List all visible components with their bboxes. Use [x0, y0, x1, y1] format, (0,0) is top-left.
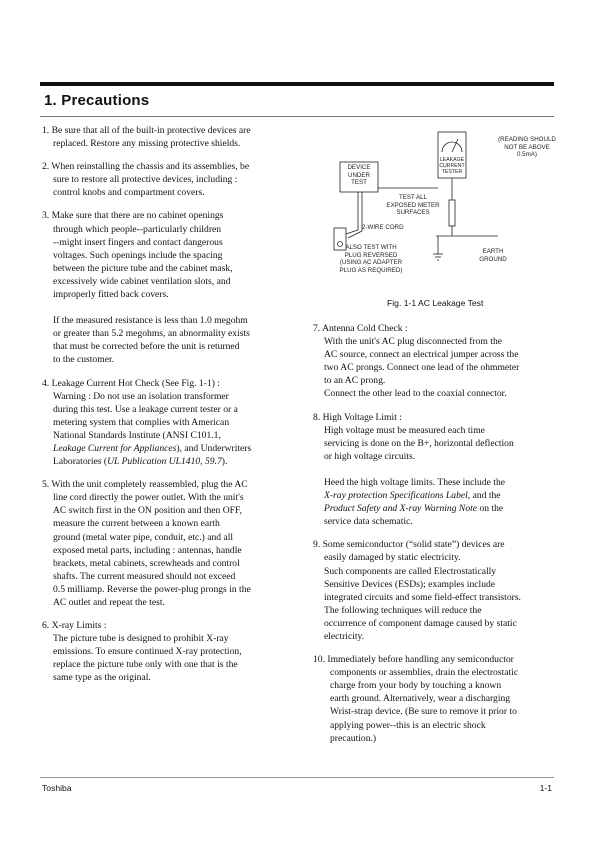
device-under-test-label [340, 164, 378, 187]
italic-text: X-ray protection Specifications Label [324, 490, 468, 502]
text-line: earth ground. Alternatively, wear a discharging [330, 693, 511, 705]
paragraph-gap [313, 463, 555, 476]
top-rule [40, 82, 554, 86]
text-line: ground (metal water pipe, conduit, etc.) and all [53, 531, 234, 543]
text-line: AC outlet and repeat the test. [53, 597, 165, 608]
text-line [42, 442, 294, 455]
text-line: emissions. To ensure continued X-ray protection, [53, 646, 242, 658]
text-line: replace the picture tube only with one that is the [53, 659, 238, 671]
text-line: applying power--this is an electric shock [330, 719, 486, 731]
text-line: electricity. [324, 630, 365, 642]
precaution-item-3 [42, 209, 294, 366]
text-line: 9. Some semiconductor (“solid state”) devices are [313, 539, 505, 551]
text-line: measure the current between a known earth [53, 518, 220, 530]
label-line: PLUG AS REQUIRED) [339, 266, 403, 274]
text-line: replaced. Restore any missing protective shields. [53, 138, 241, 150]
label-line: TEST ALL [398, 194, 428, 201]
label-line: (READING SHOULD [498, 136, 556, 143]
text-line: sure to restore all protective devices, including : [53, 174, 238, 186]
precaution-item-6 [42, 619, 294, 684]
label-line: PLUG REVERSED [344, 251, 398, 259]
italic-text: UL Publication UL1410, 59.7 [107, 456, 222, 468]
text-line: components or assemblies, drain the electrostatic [330, 667, 519, 679]
label-line: TEST [351, 179, 367, 187]
text-fragment: on the [477, 503, 504, 515]
ac-leakage-test-figure [318, 130, 558, 290]
text-line: 0.5 milliamp. Reverse the power-plug prongs in the [53, 583, 251, 595]
text-line: 10. Immediately before handling any semiconductor [313, 654, 514, 666]
text-line: 6. X-ray Limits : [42, 620, 107, 632]
precaution-item-7 [313, 322, 555, 401]
text-fragment: , and the [467, 490, 501, 502]
text-line: 4. Leakage Current Hot Check (See Fig. 1-1) : [42, 377, 220, 389]
footer-brand: Toshiba [42, 783, 72, 793]
paragraph-gap [42, 301, 294, 314]
text-line: servicing is done on the B+, horizontal deflection [324, 437, 514, 449]
text-line: 5. With the unit completely reassembled, plug the AC [42, 479, 248, 491]
italic-text: Product Safety and X-ray Warning Note [324, 503, 478, 515]
text-line: that must be corrected before the unit is returned [53, 341, 240, 353]
probe-resistor [449, 200, 455, 226]
text-line: voltages. Such openings include the spacing [53, 249, 223, 261]
text-line: The following techniques will reduce the [324, 604, 482, 616]
text-fragment: Laboratories ( [53, 456, 108, 468]
label-line: EARTH [482, 248, 504, 255]
leakage-current-tester-label [438, 157, 466, 175]
meter-needle [452, 139, 458, 152]
precaution-item-10 [313, 653, 555, 745]
text-line: easily damaged by static electricity. [324, 552, 461, 564]
text-line: between the picture tube and the cabinet mask, [53, 262, 233, 274]
label-line: GROUND [479, 255, 507, 263]
text-line: to the customer. [53, 354, 115, 366]
label-line: CURRENT [439, 163, 465, 169]
text-line: With the unit's AC plug disconnected from the [324, 336, 502, 348]
text-line: during this test. Use a leakage current tester or a [53, 403, 238, 415]
figure-caption: Fig. 1-1 AC Leakage Test [387, 298, 484, 308]
text-line [42, 455, 294, 468]
label-line: 0.5mA) [517, 151, 537, 159]
text-line: Wrist-strap device. (Be sure to remove it prior to [330, 706, 517, 718]
text-line: exposed metal parts, including : antennas, handle [53, 544, 242, 556]
text-fragment: ). [221, 456, 228, 468]
two-wire-cord [346, 192, 358, 234]
text-line: 2. When reinstalling the chassis and its assemblies, be [42, 161, 250, 173]
text-line [313, 502, 555, 515]
text-line: line cord directly the power outlet. With the unit's [53, 492, 244, 504]
text-line: National Standards Institute (ANSI C101.1, [53, 429, 221, 441]
label-line: LEAKAGE [439, 157, 465, 163]
text-line: AC source, connect an electrical jumper across the [324, 349, 519, 361]
precaution-item-2 [42, 160, 294, 199]
test-all-label [378, 194, 448, 217]
text-line: metering system that complies with American [53, 416, 230, 428]
label-line: UNDER [347, 171, 370, 179]
text-line: If the measured resistance is less than 1.0 megohm [53, 315, 248, 327]
label-line: NOT BE ABOVE [504, 143, 550, 151]
text-line: 1. Be sure that all of the built-in protective devices are [42, 125, 251, 136]
two-wire-cord-label: 2-WIRE CORD [362, 224, 404, 231]
right-column [313, 322, 555, 755]
text-line: Heed the high voltage limits. These include the [324, 476, 505, 488]
title-underline [40, 116, 554, 117]
label-line: EXPOSED METER [386, 201, 440, 209]
italic-text: Leakage Current for Appliances [53, 442, 177, 454]
text-line: to an AC prong. [324, 375, 386, 387]
also-test-label [336, 244, 406, 274]
text-line: charge from your body by touching a known [330, 680, 502, 692]
text-line: AC switch first in the ON position and then OFF, [53, 505, 242, 517]
text-line [313, 489, 555, 502]
precaution-item-8 [313, 411, 555, 529]
text-line: control knobs and compartment covers. [53, 187, 205, 199]
text-line: brackets, metal cabinets, screwheads and control [53, 557, 240, 569]
text-line: excessively wide cabinet ventilation slots, and [53, 275, 231, 287]
text-line: two AC prongs. Connect one lead of the ohmmeter [324, 362, 520, 374]
text-line: integrated circuits and some field-effect transistors. [324, 591, 521, 603]
text-line: or greater than 5.2 megohms, an abnormality exists [53, 328, 250, 340]
footer-page-number: 1-1 [539, 783, 552, 793]
label-line: DEVICE [347, 164, 371, 171]
text-line: Warning : Do not use an isolation transformer [53, 390, 229, 402]
text-line: 7. Antenna Cold Check : [313, 323, 408, 334]
text-line: 8. High Voltage Limit : [313, 411, 402, 423]
text-line: --might insert fingers and contact dangerous [53, 236, 223, 248]
text-line: or high voltage circuits. [324, 450, 416, 462]
label-line: ALSO TEST WITH [345, 244, 397, 251]
text-line: The picture tube is designed to prohibit X-ray [53, 633, 229, 645]
precaution-item-9 [313, 538, 555, 643]
text-line: High voltage must be measured each time [324, 424, 485, 436]
text-line: Such components are called Electrostatically [324, 565, 497, 577]
text-line: 3. Make sure that there are no cabinet openings [42, 210, 224, 222]
precaution-item-1 [42, 124, 294, 150]
text-line: occurrence of component damage caused by static [324, 617, 517, 629]
label-line: SURFACES [396, 209, 430, 217]
footer-rule [40, 777, 554, 778]
left-column [42, 124, 294, 695]
page-title: 1. Precautions [44, 92, 150, 109]
text-line: Connect the other lead to the coaxial connector. [324, 388, 507, 400]
text-line: improperly fitted back covers. [53, 289, 169, 301]
label-line: (USING AC ADAPTER [339, 259, 403, 267]
text-line: service data schematic. [324, 516, 413, 528]
meter-dial-arc [442, 142, 462, 152]
reading-note-label [496, 136, 558, 159]
text-line: same type as the original. [53, 672, 151, 684]
text-line: through which people--particularly children [53, 223, 222, 235]
text-line: Sensitive Devices (ESDs); examples include [324, 578, 496, 590]
text-line: shafts. The current measured should not exceed [53, 570, 236, 582]
precaution-item-4 [42, 377, 294, 469]
precaution-item-5 [42, 478, 294, 609]
label-line: TESTER [441, 169, 463, 175]
text-fragment: ), and Underwriters [176, 442, 252, 454]
earth-ground-label [478, 248, 508, 263]
text-line: precaution.) [330, 732, 377, 744]
